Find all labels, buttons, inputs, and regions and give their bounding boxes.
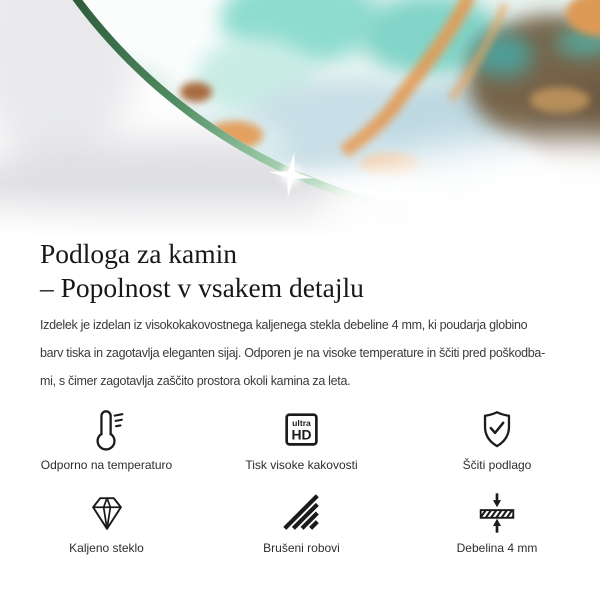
feature-item-polished-edges [204, 491, 399, 556]
feature-label: Odporno na temperaturo [40, 458, 173, 472]
feature-item-print-quality [204, 408, 399, 473]
shield-check-icon [474, 407, 520, 453]
feature-item-protects [399, 408, 595, 473]
feature-label: Ščiti podlago [462, 458, 532, 472]
white-fade [0, 140, 600, 235]
feature-grid [9, 408, 595, 556]
description-line: Izdelek je izdelan iz visokokakovostnega kaljenega stekla debeline 4 mm, ki poudarja globino [40, 318, 528, 332]
feature-label: Tisk visoke kakovosti [245, 458, 358, 472]
product-hero-image [0, 0, 600, 235]
feature-item-tempered-glass [9, 491, 204, 556]
feature-label: Debelina 4 mm [456, 541, 538, 555]
product-description [40, 311, 600, 395]
diamond-icon [84, 490, 130, 536]
page-title-line1: Podloga za kamin [40, 238, 238, 269]
feature-label: Kaljeno steklo [69, 541, 144, 555]
feature-item-temperature [9, 408, 204, 473]
ultra-hd-badge-bottom: HD [290, 426, 312, 443]
thermometer-icon [84, 407, 130, 453]
feature-item-thickness [399, 491, 595, 556]
polished-edges-icon [279, 490, 325, 536]
ultra-hd-icon [279, 407, 325, 453]
description-line: barv tiska in zagotavlja eleganten sijaj. Odporen je na visoke temperature in ščiti pred poškodba- [40, 346, 545, 360]
feature-label: Brušeni robovi [263, 541, 340, 555]
page-title [40, 237, 600, 305]
description-line: mi, s čimer zagotavlja zaščito prostora okoli kamina za leta. [40, 374, 351, 388]
ultra-hd-badge-top: ultra [291, 418, 311, 429]
page-title-line2: – Popolnost v vsakem detajlu [40, 272, 364, 303]
thickness-icon [474, 490, 520, 536]
